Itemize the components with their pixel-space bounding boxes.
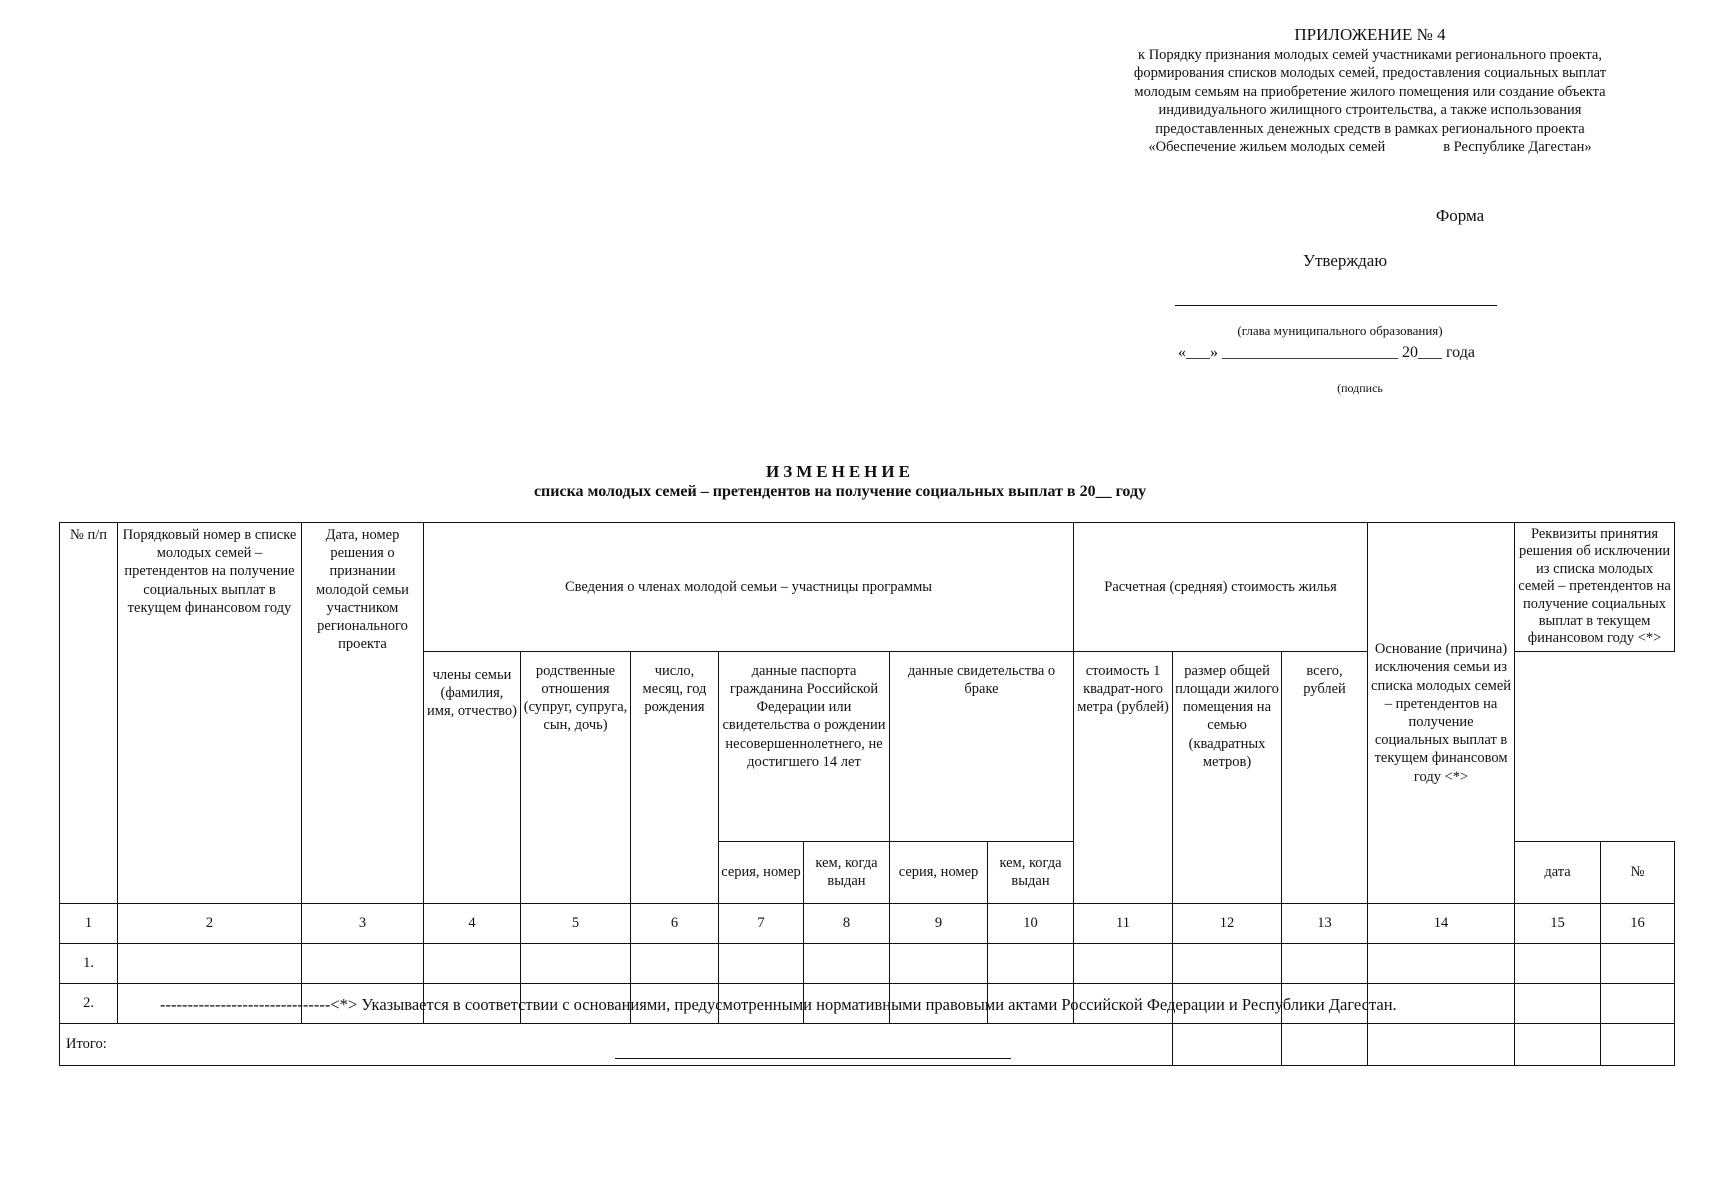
header-cost-per-sqm: стоимость 1 квадрат-ного метра (рублей) <box>1074 651 1173 903</box>
total-reason-cell[interactable] <box>1368 1023 1515 1065</box>
header-decision-date: Дата, номер решения о признании молодой семьи участником регионального проекта <box>302 523 424 904</box>
header-area: размер общей площади жилого помещения на семью (квадратных метров) <box>1173 651 1282 903</box>
table-cell[interactable] <box>521 943 631 983</box>
table-cell[interactable] <box>1282 943 1368 983</box>
total-date-cell[interactable] <box>1515 1023 1601 1065</box>
form-label: Форма <box>1435 206 1485 225</box>
col-number: 10 <box>988 903 1074 943</box>
col-number: 5 <box>521 903 631 943</box>
table-cell[interactable] <box>1601 983 1675 1023</box>
table-cell[interactable] <box>631 943 719 983</box>
table-row <box>60 943 1675 983</box>
document-title: ИЗМЕНЕНИЕ <box>766 462 914 481</box>
table-cell[interactable] <box>1515 983 1601 1023</box>
footnote: -------------------------------<*> Указывается в соответствии с основаниями, предусмотренными нормативными правовыми актами Российской Федерации и Республики Дагестан. <box>160 995 1397 1014</box>
col-number: 1 <box>60 903 118 943</box>
col-number: 16 <box>1601 903 1675 943</box>
signature-line <box>1175 305 1497 306</box>
total-area-cell[interactable] <box>1173 1023 1282 1065</box>
header-passport-series: серия, номер <box>719 841 804 903</box>
header-decision-requisites: Реквизиты принятия решения об исключении из списка молодых семей – претендентов на получение социальных выплат в текущем финансовом году <*> <box>1515 523 1675 652</box>
document-subtitle: списка молодых семей – претендентов на получение социальных выплат в 20__ году <box>533 483 1147 500</box>
col-number: 9 <box>890 903 988 943</box>
header-marriage-cert: данные свидетельства о браке <box>890 651 1074 841</box>
header-total-rub: всего, рублей <box>1282 651 1368 903</box>
appendix-line: молодым семьям на приобретение жилого помещения или создание объекта <box>1134 83 1606 100</box>
table-cell[interactable] <box>719 943 804 983</box>
header-family-members: члены семьи (фамилия, имя, отчество) <box>424 651 521 903</box>
col-number: 7 <box>719 903 804 943</box>
col-number: 3 <box>302 903 424 943</box>
total-row <box>60 1023 1675 1065</box>
header-members-group: Сведения о членах молодой семьи – участницы программы <box>424 523 1074 652</box>
col-number: 11 <box>1074 903 1173 943</box>
appendix-heading: ПРИЛОЖЕНИЕ № 4 <box>1294 25 1446 44</box>
header-cost-group: Расчетная (средняя) стоимость жилья <box>1074 523 1368 652</box>
head-caption: (глава муниципального образования) <box>1237 323 1443 338</box>
appendix-line: формирования списков молодых семей, предоставления социальных выплат <box>1133 65 1607 82</box>
col-number: 6 <box>631 903 719 943</box>
header-exclusion-reason: Основание (причина) исключения семьи из списка молодых семей – претендентов на получение социальных выплат в текущем финансовом году <*> <box>1368 523 1515 904</box>
total-number-cell[interactable] <box>1601 1023 1675 1065</box>
col-number: 12 <box>1173 903 1282 943</box>
header-relation: родственные отношения (супруг, супруга, сын, дочь) <box>521 651 631 903</box>
column-number-row <box>60 903 1675 943</box>
header-num: № п/п <box>60 523 118 904</box>
col-number: 15 <box>1515 903 1601 943</box>
table-cell[interactable] <box>1074 943 1173 983</box>
table-cell[interactable] <box>988 943 1074 983</box>
table-cell[interactable] <box>804 943 890 983</box>
table-cell[interactable] <box>424 943 521 983</box>
appendix-block <box>1090 24 1650 156</box>
closing-line <box>615 1058 1011 1059</box>
table-cell[interactable] <box>1515 943 1601 983</box>
changes-table <box>59 522 1675 1066</box>
col-number: 2 <box>118 903 302 943</box>
col-number: 8 <box>804 903 890 943</box>
appendix-line: к Порядку признания молодых семей участниками регионального проекта, <box>1138 47 1602 63</box>
col-number: 4 <box>424 903 521 943</box>
table-cell[interactable] <box>890 943 988 983</box>
appendix-line: индивидуального жилищного строительства, а также использования <box>1158 102 1582 119</box>
signature-caption: (подпись <box>1337 381 1383 395</box>
total-sum-cell[interactable] <box>1282 1023 1368 1065</box>
header-decision-number-sub: № <box>1601 841 1675 903</box>
appendix-line: «Обеспечение жильем молодых семей в Республике Дагестан» <box>1148 139 1592 156</box>
header-birth-date: число, месяц, год рождения <box>631 651 719 903</box>
total-label: Итого: <box>60 1023 1173 1065</box>
approve-label: Утверждаю <box>1302 251 1388 270</box>
table-cell[interactable] <box>1368 943 1515 983</box>
row-number: 1. <box>60 943 118 983</box>
table-cell[interactable] <box>302 943 424 983</box>
table-cell[interactable] <box>1601 943 1675 983</box>
header-order-number: Порядковый номер в списке молодых семей – претендентов на получение социальных выплат в текущем финансовом году <box>118 523 302 904</box>
row-number: 2. <box>60 983 118 1023</box>
header-passport: данные паспорта гражданина Российской Федерации или свидетельства о рождении несовершеннолетнего, не достигшего 14 лет <box>719 651 890 841</box>
appendix-line: предоставленных денежных средств в рамках регионального проекта <box>1155 120 1585 137</box>
header-marriage-series: серия, номер <box>890 841 988 903</box>
header-decision-date-sub: дата <box>1515 841 1601 903</box>
table-cell[interactable] <box>1173 943 1282 983</box>
header-marriage-issued: кем, когда выдан <box>988 841 1074 903</box>
header-passport-issued: кем, когда выдан <box>804 841 890 903</box>
date-line: «___» ______________________ 20___ года <box>1178 344 1475 361</box>
table-cell[interactable] <box>118 943 302 983</box>
col-number: 13 <box>1282 903 1368 943</box>
col-number: 14 <box>1368 903 1515 943</box>
